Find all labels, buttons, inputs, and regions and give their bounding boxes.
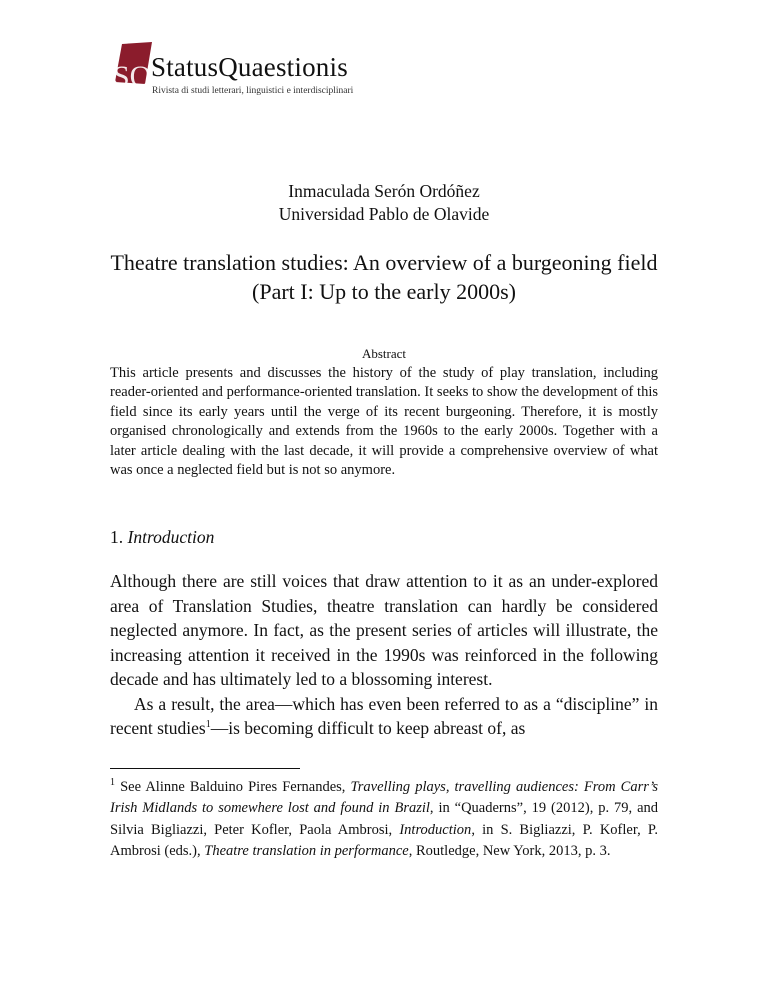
footnote-text-4: , Routledge, New York, 2013, p. 3. [408,842,611,859]
paragraph-2-end: —is becoming difficult to keep abreast of, as [210,718,526,738]
sq-logo-icon [112,42,152,102]
abstract-text: This article presents and discusses the history of the study of play translation, including reader-oriented and performance-oriented translation. It seeks to show the development of this field since its early years until the verge of its recent burgeoning. Therefore, it is mostly organised chronologically and extends from the 1960s to the early 2000s. Together with a later article dealing with the last decade, it will provide a comprehensive overview of what was once a neglected field but is not so anymore. [110,365,658,479]
author-name: Inmaculada Serón Ordóñez [288,181,480,201]
footnote-divider [110,768,300,769]
logo-mark-text: SQ [113,60,152,93]
footnote-italic-3: Theatre translation in performance [204,842,409,859]
footnote-italic-2: Introduction [399,821,472,838]
section-heading [110,527,214,548]
title-line-1: Theatre translation studies: An overview of a burgeoning field [110,250,658,275]
footnote-text-3: , in S. Bigliazzi, P. Kofler, P. Ambrosi (eds.), [110,821,658,859]
footnote-text-1: See Alinne Balduino Pires Fernandes, [120,779,351,795]
body-text [110,569,658,741]
journal-subtitle: Rivista di studi letterari, linguistici e interdisciplinari [152,86,354,96]
paragraph-1: Although there are still voices that draw attention to it as an under-explored area of Translation Studies, theatre translation can hardly be considered neglected anymore. In fact, as the present series of articles will illustrate, the increasing attention it received in the 1990s was reinforced in the following decade and has ultimately led to a blossoming interest. [110,571,658,689]
footnote-number: 1 [110,777,115,789]
journal-title: StatusQuaestionis [151,52,348,82]
paragraph-2 [110,692,658,741]
title-line-2: (Part I: Up to the early 2000s) [252,279,516,304]
paragraph-2-start: As a result, the area—which has even been referred to as a “discipline” in recent studies [110,693,658,738]
article-title [0,248,768,306]
footnote [110,777,658,862]
abstract-heading: Abstract [361,346,407,361]
footnote-italic-1: Travelling plays, travelling audiences: From Carr’s Irish Midlands to somewhere lost and found in Brazil [110,779,659,817]
section-title: Introduction [127,527,215,547]
footnote-text-2: , in “Quaderns”, 19 (2012), p. 79, and Silvia Bigliazzi, Peter Kofler, Paola Ambrosi, [110,800,658,838]
footnote-reference[interactable]: 1 [205,719,211,731]
journal-logo [112,42,372,114]
section-number: 1. [110,527,124,547]
author-affiliation: Universidad Pablo de Olavide [278,204,490,224]
